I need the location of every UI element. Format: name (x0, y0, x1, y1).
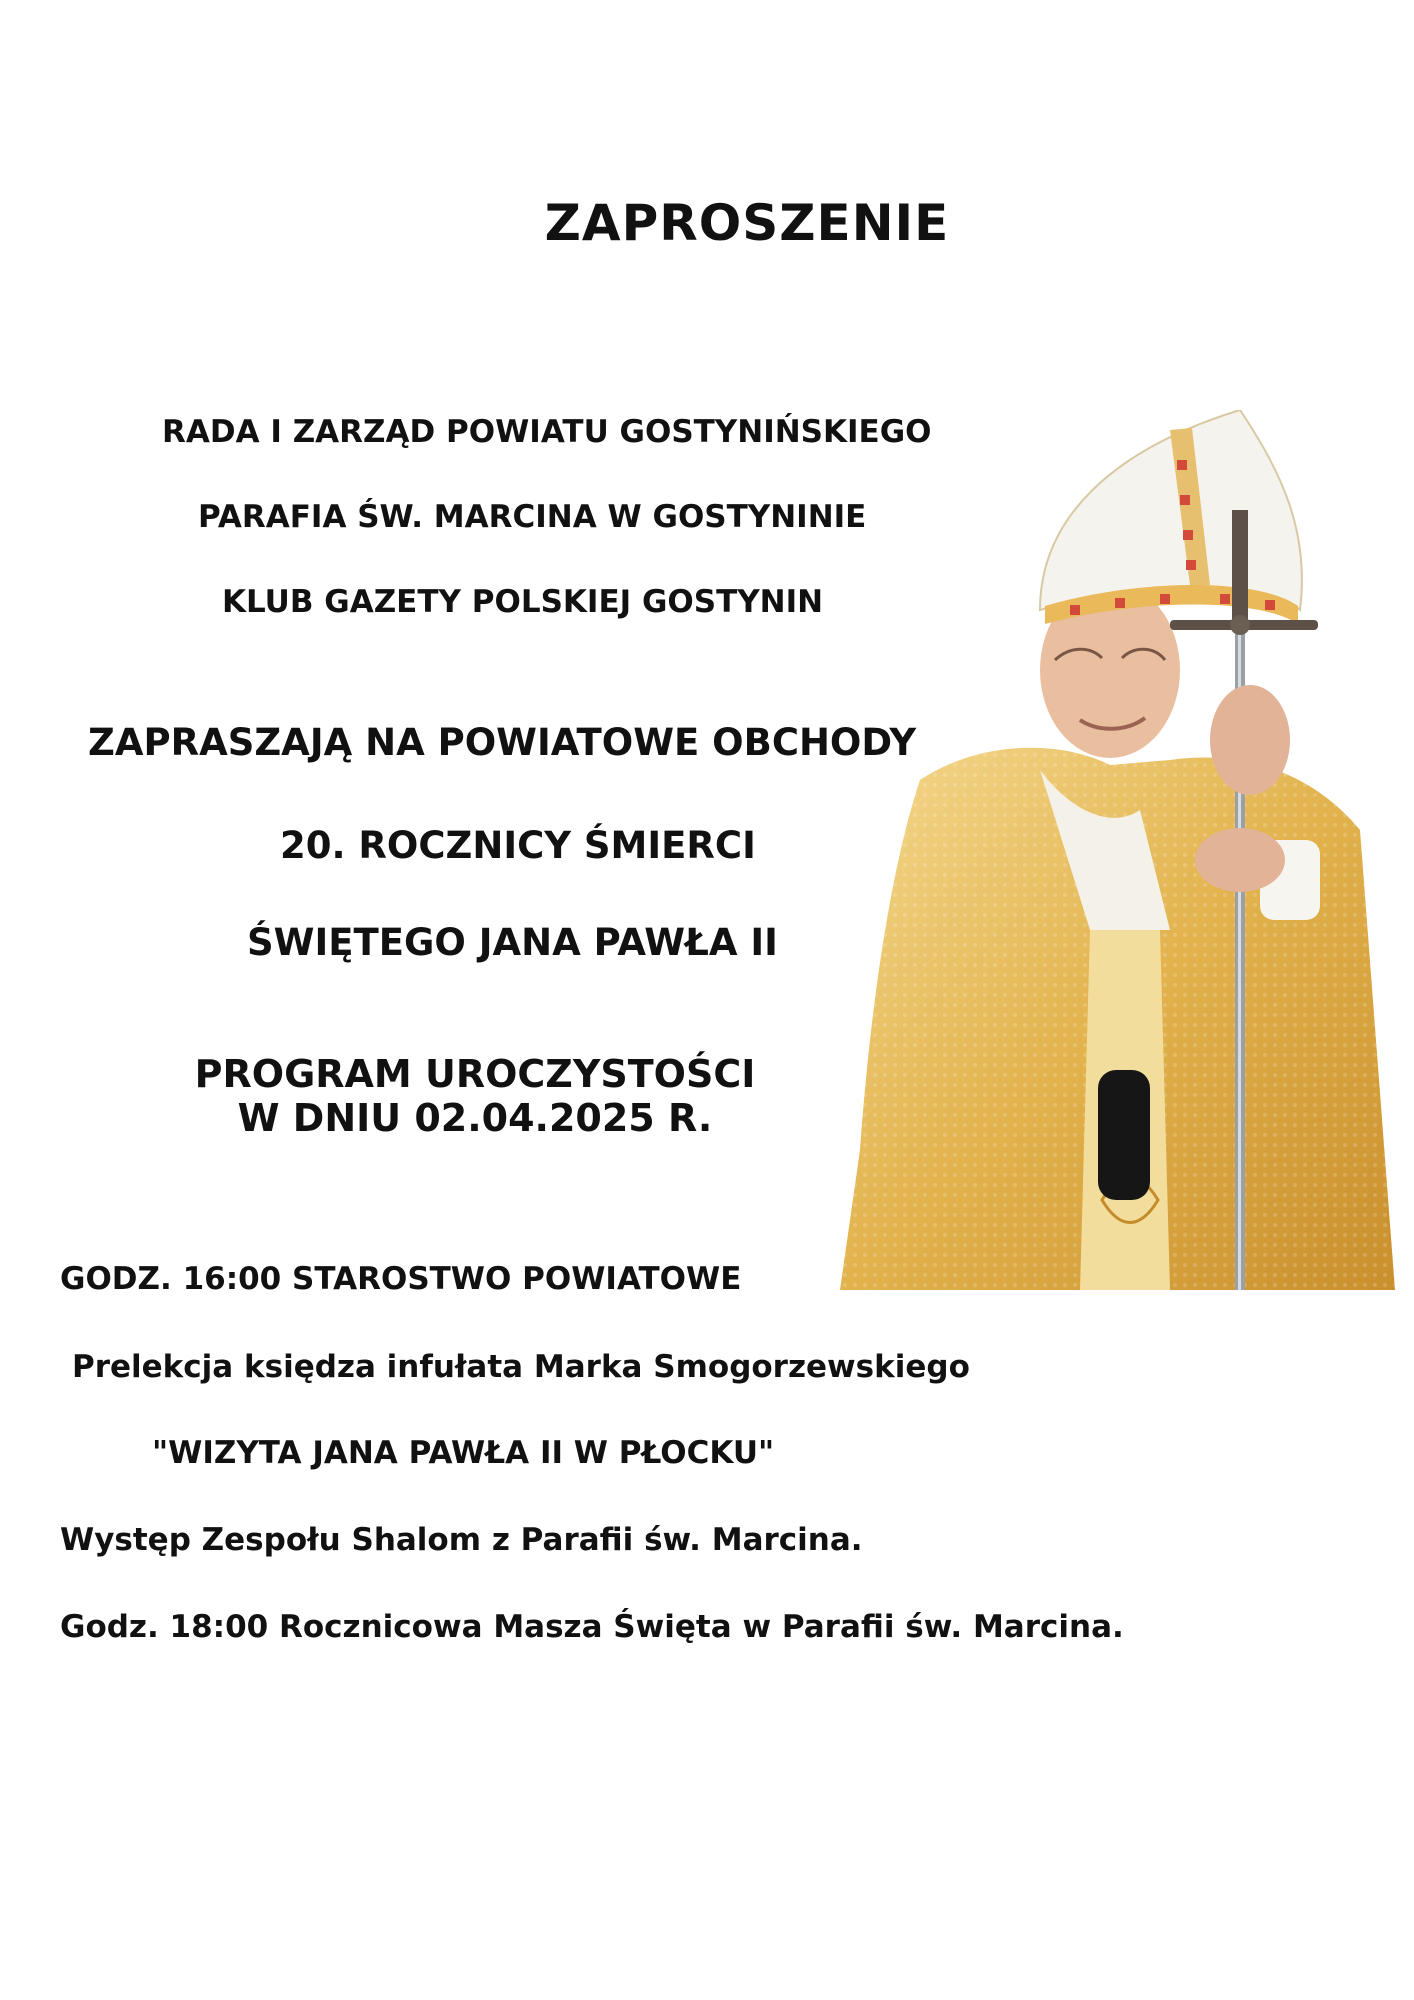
program-heading: PROGRAM UROCZYSTOŚCI (194, 1052, 756, 1096)
schedule-item-5: Godz. 18:00 Rocznicowa Masza Święta w Parafii św. Marcina. (60, 1609, 1124, 1645)
organizer-line-1: RADA I ZARZĄD POWIATU GOSTYNIŃSKIEGO (162, 414, 932, 450)
invitation-line-2: 20. ROCZNICY ŚMIERCI (280, 824, 756, 867)
mitre-shape (1040, 410, 1302, 624)
vestment-shape (840, 748, 1395, 1290)
organizer-line-2: PARAFIA ŚW. MARCINA W GOSTYNINIE (198, 499, 867, 535)
page-title: ZAPROSZENIE (544, 194, 950, 252)
program-date: W DNIU 02.04.2025 R. (237, 1095, 713, 1140)
hand-shape-lower (1195, 828, 1285, 892)
invitation-line-1: ZAPRASZAJĄ NA POWIATOWE OBCHODY (88, 721, 917, 764)
schedule-item-2: Prelekcja księdza infułata Marka Smogorzewskiego (72, 1349, 970, 1385)
schedule-item-1: GODZ. 16:00 STAROSTWO POWIATOWE (60, 1261, 742, 1297)
hand-shape (1210, 685, 1290, 795)
organizer-line-3: KLUB GAZETY POLSKIEJ GOSTYNIN (222, 584, 824, 620)
schedule-item-3: "WIZYTA JANA PAWŁA II W PŁOCKU" (152, 1435, 775, 1471)
invitation-line-3: ŚWIĘTEGO JANA PAWŁA II (247, 921, 778, 964)
program-heading-block (170, 1053, 780, 1140)
schedule-item-4: Występ Zespołu Shalom z Parafii św. Marcina. (60, 1522, 863, 1558)
pope-portrait-image (840, 410, 1400, 1290)
